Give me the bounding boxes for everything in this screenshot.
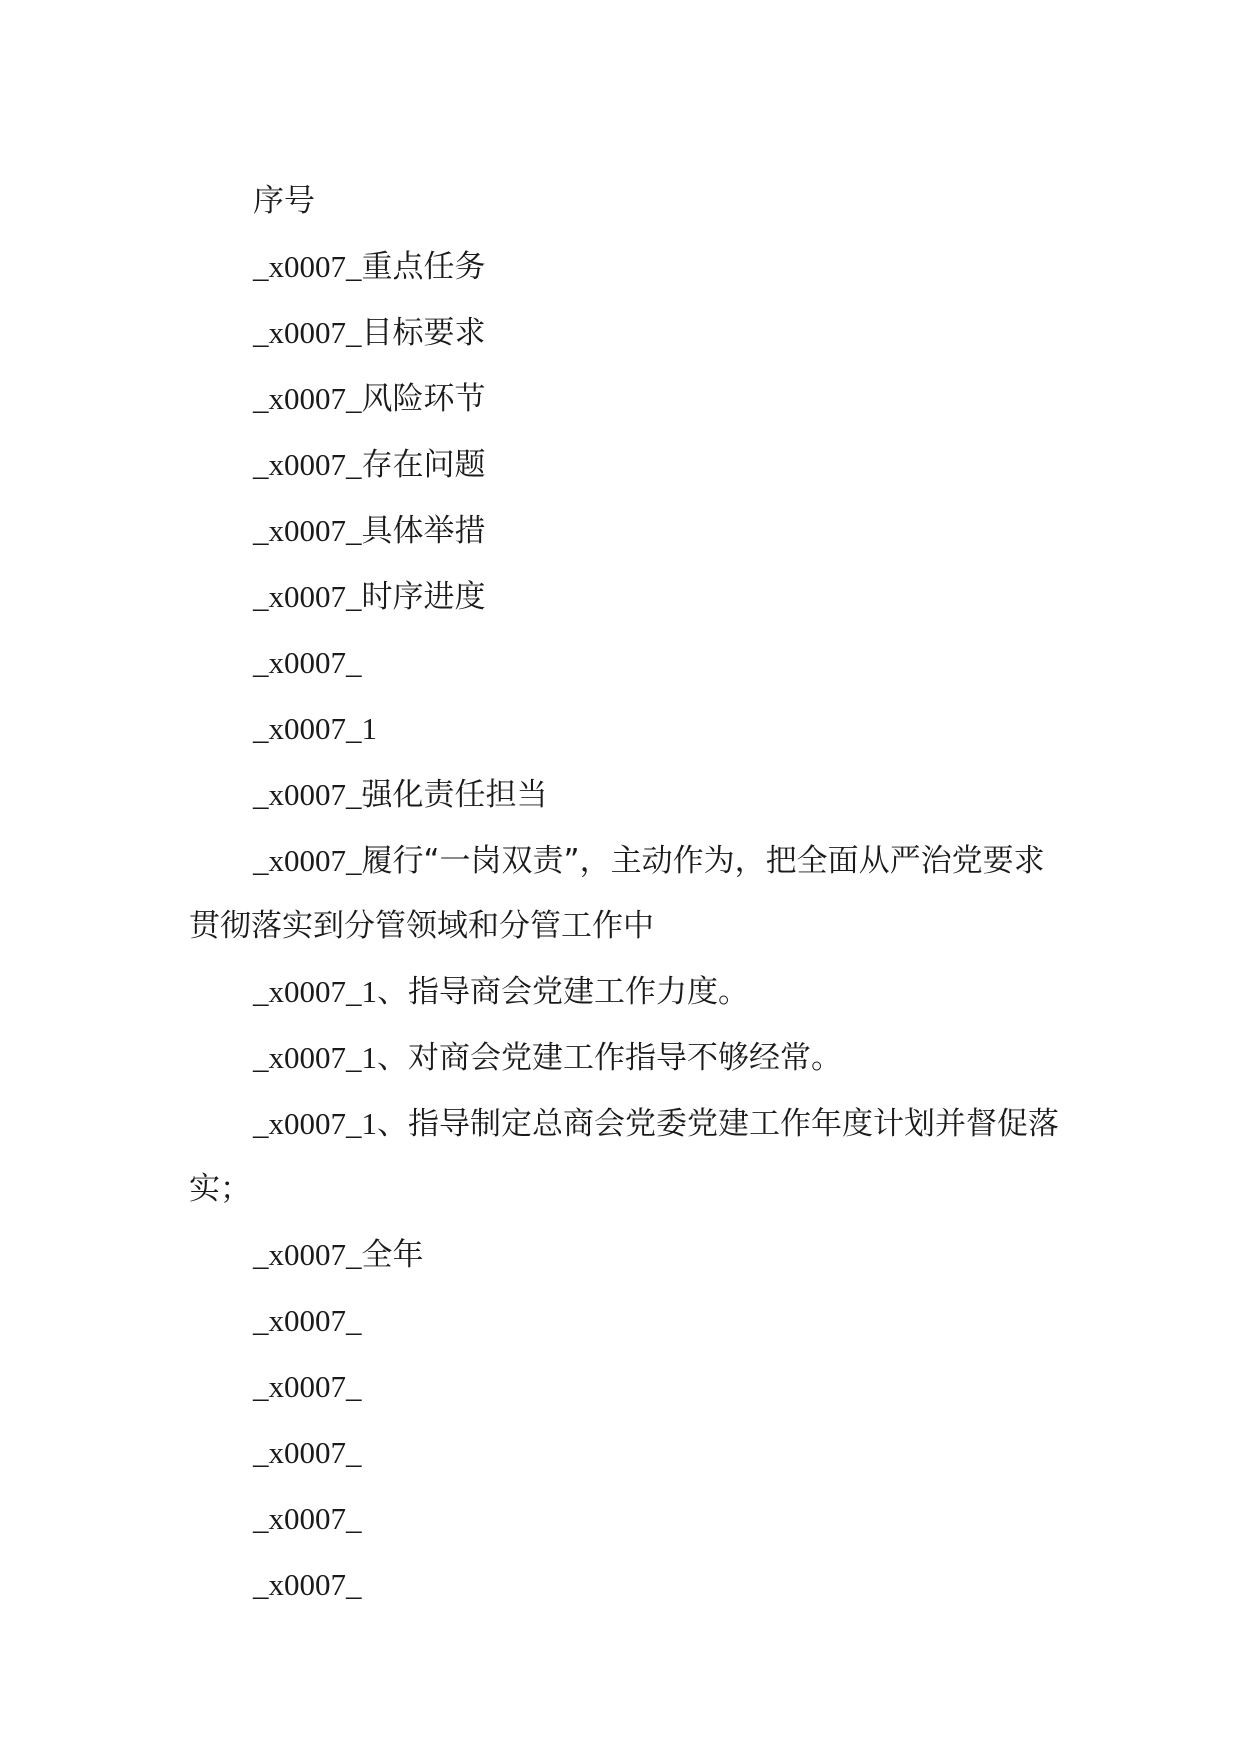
document-body — [189, 168, 1059, 1618]
paragraph-5 — [189, 498, 1059, 564]
paragraph-code: _x0007_1 — [253, 974, 377, 1009]
paragraph-3 — [189, 366, 1059, 432]
paragraph-text: 强化责任担当 — [361, 777, 548, 813]
paragraph-code: _x0007_ — [253, 447, 362, 482]
paragraph-code: _x0007_ — [253, 381, 362, 416]
paragraph-11 — [189, 959, 1059, 1025]
paragraph-text: 目标要求 — [361, 315, 486, 351]
paragraph-9 — [189, 762, 1059, 828]
paragraph-code: _x0007_1 — [253, 1106, 377, 1141]
paragraph-0 — [189, 168, 1059, 234]
paragraph-17 — [189, 1420, 1059, 1486]
paragraph-code: _x0007_1 — [253, 1040, 377, 1075]
paragraph-code: _x0007_ — [253, 513, 362, 548]
paragraph-text: 、指导商会党建工作力度。 — [377, 974, 749, 1010]
paragraph-code: _x0007_ — [253, 645, 362, 680]
paragraph-code: _x0007_ — [253, 1501, 362, 1536]
paragraph-code: _x0007_ — [253, 1237, 362, 1272]
paragraph-code: _x0007_ — [253, 777, 362, 812]
paragraph-text: 存在问题 — [361, 447, 486, 483]
paragraph-text: 、指导制定总商会党委党建工作年度计划并督促落实； — [189, 1106, 1059, 1207]
paragraph-2 — [189, 300, 1059, 366]
paragraph-14 — [189, 1222, 1059, 1288]
paragraph-text: 履行“一岗双责”，主动作为，把全面从严治党要求贯彻落实到分管领域和分管工作中 — [189, 843, 1045, 944]
paragraph-text: 具体举措 — [361, 513, 486, 549]
paragraph-15 — [189, 1288, 1059, 1354]
paragraph-code: _x0007_ — [253, 579, 362, 614]
paragraph-text: 全年 — [361, 1237, 424, 1273]
paragraph-code: _x0007_ — [253, 843, 362, 878]
paragraph-19 — [189, 1552, 1059, 1618]
paragraph-8 — [189, 696, 1059, 762]
paragraph-text: 序号 — [253, 183, 315, 219]
paragraph-13 — [189, 1091, 1059, 1222]
paragraph-code: _x0007_ — [253, 315, 362, 350]
paragraph-1 — [189, 234, 1059, 300]
paragraph-7 — [189, 630, 1059, 696]
paragraph-text: 风险环节 — [361, 381, 486, 417]
paragraph-4 — [189, 432, 1059, 498]
paragraph-12 — [189, 1025, 1059, 1091]
paragraph-6 — [189, 564, 1059, 630]
paragraph-16 — [189, 1354, 1059, 1420]
paragraph-code: _x0007_ — [253, 1435, 362, 1470]
paragraph-code: _x0007_1 — [253, 711, 377, 746]
paragraph-text: 、对商会党建工作指导不够经常。 — [377, 1040, 842, 1076]
paragraph-text: 时序进度 — [361, 579, 486, 615]
paragraph-text: 重点任务 — [361, 249, 486, 285]
paragraph-10 — [189, 828, 1059, 959]
paragraph-code: _x0007_ — [253, 1303, 362, 1338]
paragraph-18 — [189, 1486, 1059, 1552]
paragraph-code: _x0007_ — [253, 249, 362, 284]
paragraph-code: _x0007_ — [253, 1567, 362, 1602]
paragraph-code: _x0007_ — [253, 1369, 362, 1404]
